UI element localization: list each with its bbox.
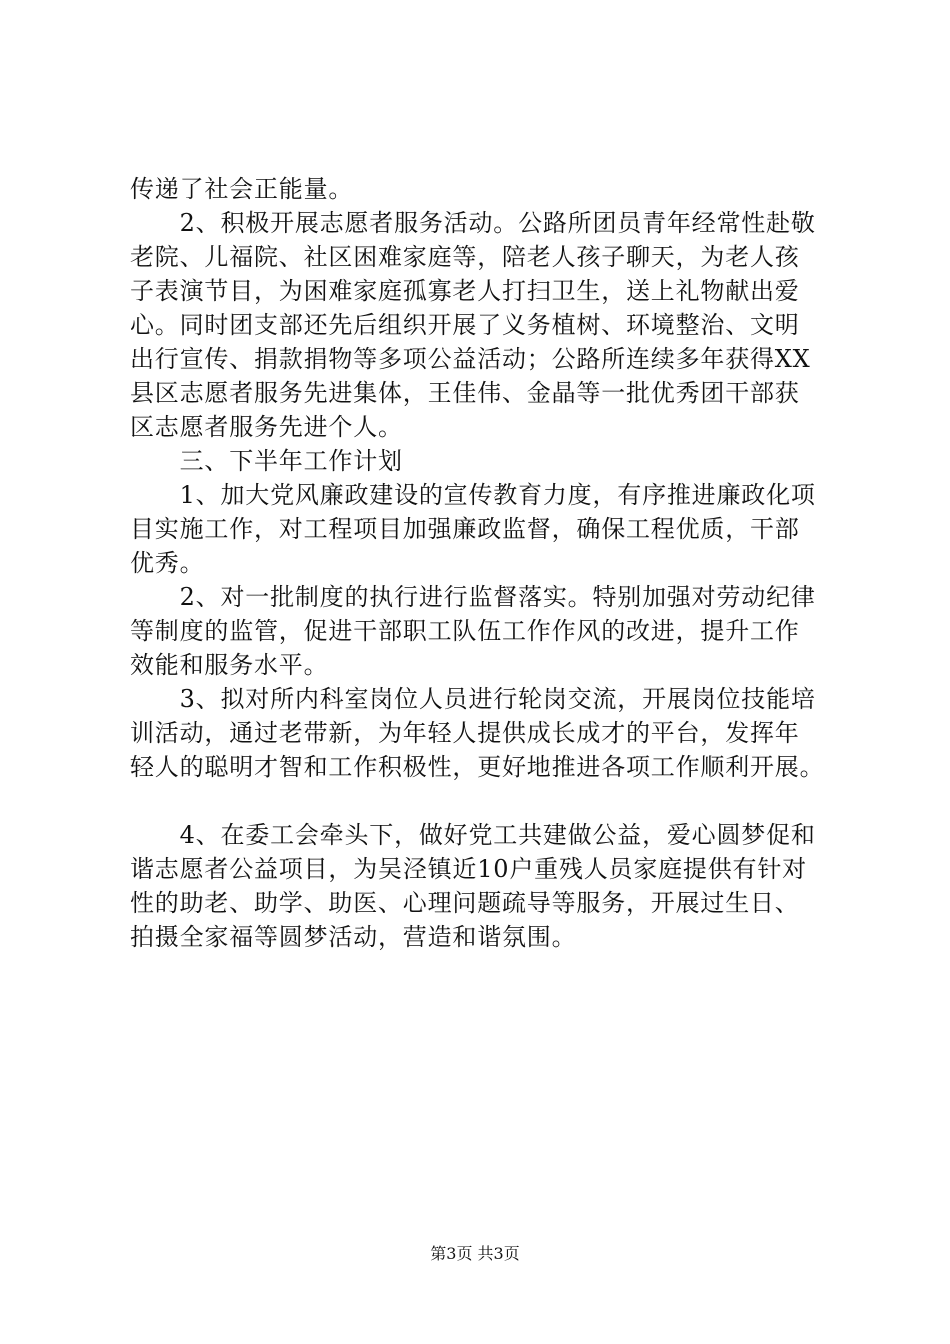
text-line: 老院、儿福院、社区困难家庭等，陪老人孩子聊天，为老人孩: [130, 243, 800, 271]
text-line: 等制度的监管，促进干部职工队伍工作作风的改进，提升工作: [130, 617, 800, 645]
text-line: 4、在委工会牵头下，做好党工共建做公益，爱心圆梦促和: [130, 821, 816, 849]
text-line: 拍摄全家福等圆梦活动，营造和谐氛围。: [130, 923, 577, 951]
section-heading: 三、下半年工作计划: [130, 447, 403, 475]
text-line: 出行宣传、捐款捐物等多项公益活动；公路所连续多年获得XX: [130, 345, 811, 373]
text-line: 目实施工作，对工程项目加强廉政监督，确保工程优质，干部: [130, 515, 800, 543]
text-line: 轻人的聪明才智和工作积极性，更好地推进各项工作顺利开展。: [130, 753, 825, 781]
text-line: 谐志愿者公益项目，为吴泾镇近10户重残人员家庭提供有针对: [130, 855, 807, 883]
text-line: 训活动，通过老带新，为年轻人提供成长成才的平台，发挥年: [130, 719, 800, 747]
text-line: 2、积极开展志愿者服务活动。公路所团员青年经常性赴敬: [130, 209, 816, 237]
text-line: 子表演节目，为困难家庭孤寡老人打扫卫生，送上礼物献出爱: [130, 277, 800, 305]
text-line: 区志愿者服务先进个人。: [130, 413, 403, 441]
page-number-footer: 第3页 共3页: [430, 1244, 520, 1263]
text-line: 县区志愿者服务先进集体，王佳伟、金晶等一批优秀团干部获: [130, 379, 800, 407]
text-line: 效能和服务水平。: [130, 651, 329, 679]
text-line: 心。同时团支部还先后组织开展了义务植树、环境整治、文明: [130, 311, 800, 339]
text-line: 3、拟对所内科室岗位人员进行轮岗交流，开展岗位技能培: [130, 685, 816, 713]
text-line: 2、对一批制度的执行进行监督落实。特别加强对劳动纪律: [130, 583, 816, 611]
text-line: 性的助老、助学、助医、心理问题疏导等服务，开展过生日、: [130, 889, 800, 917]
text-line: 优秀。: [130, 549, 205, 577]
text-line: 传递了社会正能量。: [130, 175, 354, 203]
text-line: 1、加大党风廉政建设的宣传教育力度，有序推进廉政化项: [130, 481, 816, 509]
